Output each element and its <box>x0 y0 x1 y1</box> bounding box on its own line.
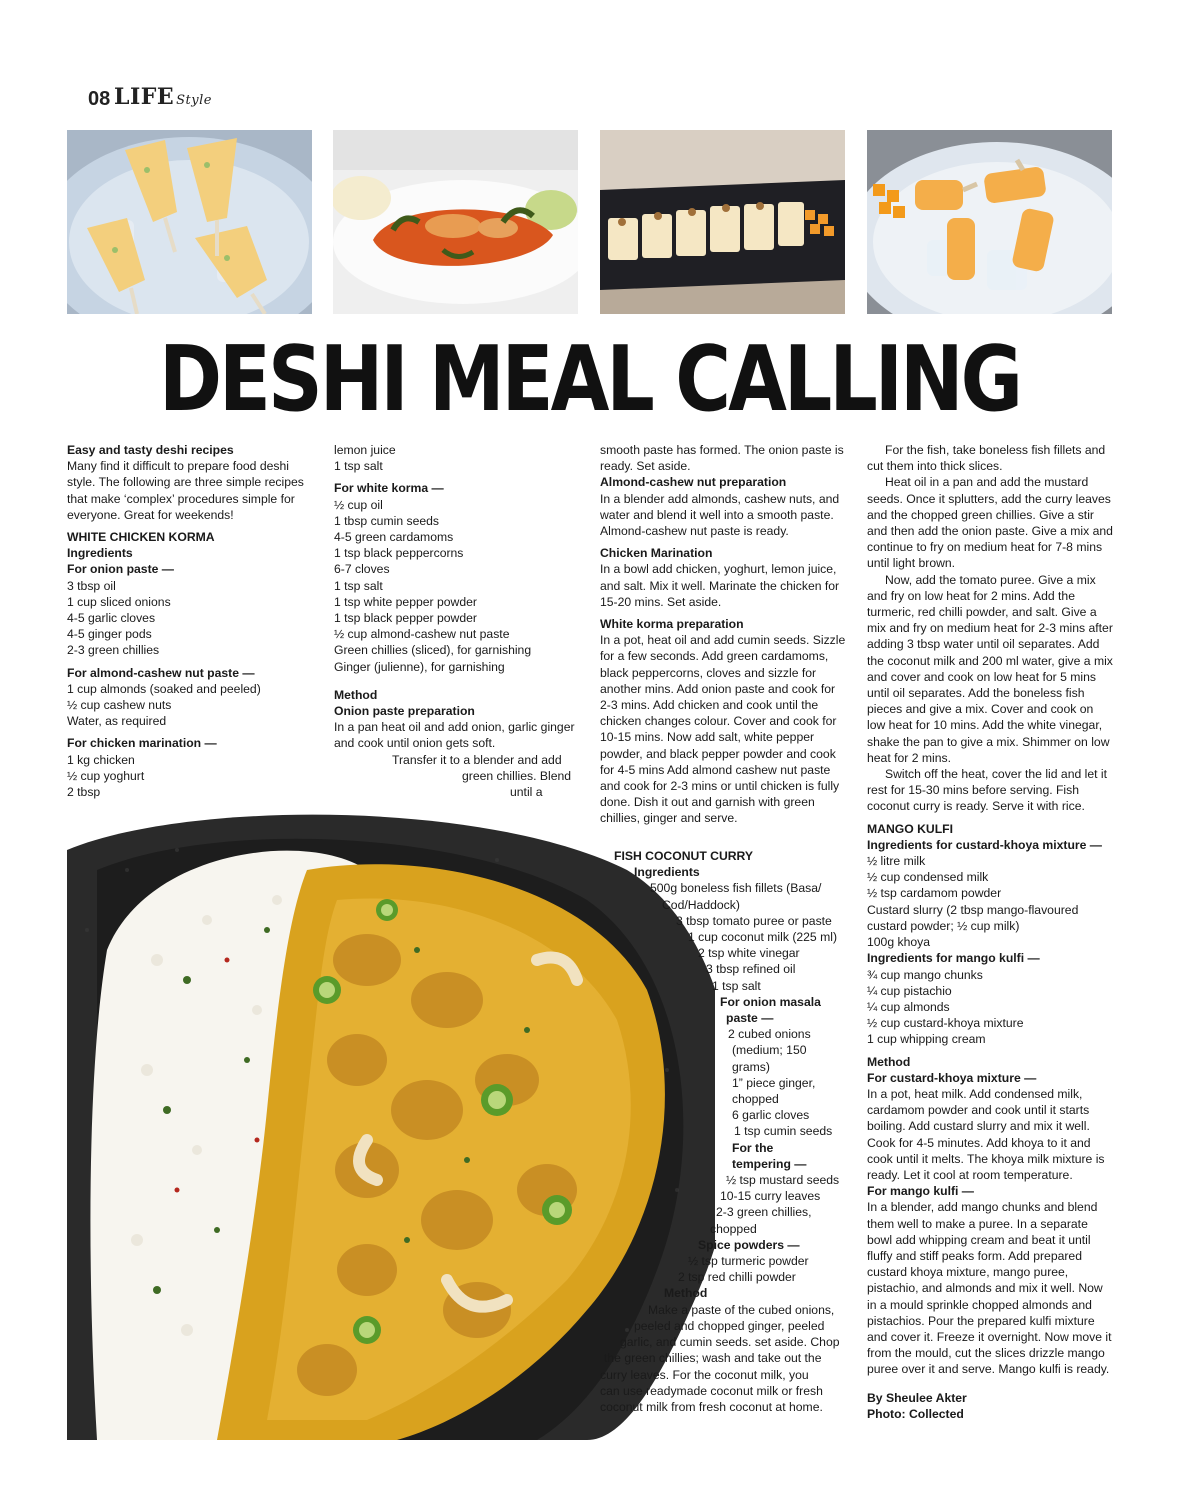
col1-paragraph: 4-5 ginger pods <box>67 627 152 642</box>
photo-mango-kulfi-popsicles <box>867 130 1112 314</box>
fish-paragraph: For onion masala <box>720 994 821 1009</box>
col4-paragraph: Method <box>867 1054 911 1069</box>
column-1 <box>67 442 313 800</box>
fish-paragraph: 1 tsp cumin seeds <box>734 1124 833 1139</box>
logo-main: LIFE <box>114 84 175 110</box>
photo-fish-curry <box>333 130 578 314</box>
fish-paragraph: Ingredients <box>634 865 700 880</box>
fish-paragraph: garlic, and cumin seeds. set aside. Chop <box>620 1335 840 1350</box>
col2-paragraph: For white korma — <box>334 481 444 496</box>
fish-paragraph: curry leaves. For the coconut milk, you <box>600 1367 809 1382</box>
col4-paragraph: In a blender, add mango chunks and blend them well to make a puree. In a separate bowl add whipping cream and beat it until fluffy and stiff peaks form. Add prepared custard khoya mixture, mango puree, pistachio, and almonds and mix it well. Now in a mould sprinkle chopped almonds and pistachios. Pour the prepared kulfi mixture and cover it. Freeze it overnight. Now move it from the mould, cut the slices drizzle mango puree over it and serve. Mango kulfi is ready. <box>867 1200 1112 1377</box>
col4-paragraph: 100g khoya <box>867 935 931 950</box>
col2-paragraph: 1 tsp black peppercorns <box>334 546 464 561</box>
col1-paragraph: For chicken marination — <box>67 736 217 751</box>
col4-paragraph: ¼ cup pistachio <box>867 983 952 998</box>
col2-paragraph: 1 tsp white pepper powder <box>334 594 477 609</box>
col4-paragraph: ¾ cup mango chunks <box>867 967 983 982</box>
fish-paragraph: the green chillies; wash and take out the <box>604 1351 822 1366</box>
col1-paragraph: Water, as required <box>67 714 167 729</box>
col1-paragraph: 1 cup almonds (soaked and peeled) <box>67 681 261 696</box>
fish-paragraph: 6 garlic cloves <box>732 1108 810 1123</box>
col4-paragraph: Heat oil in a pan and add the mustard seeds. Once it splutters, add the curry leaves and the chopped green chillies. Give a stir and then add the onion paste. Give a mix and continue to fry on medium heat for 7-8 mins until light brown. <box>867 475 1113 571</box>
photo-kulfi-sticks <box>67 130 312 314</box>
col1-paragraph: WHITE CHICKEN KORMA <box>67 530 215 545</box>
logo-script: Style <box>176 93 212 108</box>
fish-paragraph: Make a paste of the cubed onions, <box>648 1302 835 1317</box>
page-title: DESHI MEAL CALLING <box>158 326 1021 432</box>
col2-paragraph: green chillies. Blend <box>462 768 572 783</box>
fish-paragraph: Spice powders — <box>698 1237 800 1252</box>
col4-paragraph: By Sheulee Akter <box>867 1390 967 1405</box>
col1-paragraph: 1 cup sliced onions <box>67 594 171 609</box>
col3-paragraph: In a blender add almonds, cashew nuts, and water and blend it well into a smooth paste. Almond-cashew nut paste is ready. <box>600 491 840 539</box>
col1-paragraph: 2 tbsp <box>67 785 101 800</box>
col4-paragraph: ½ tsp cardamom powder <box>867 886 1002 901</box>
col2-paragraph: In a pan heat oil and add onion, garlic ginger and cook until onion gets soft. <box>334 720 575 751</box>
column-2 <box>334 442 584 800</box>
fish-paragraph: 2 cubed onions <box>728 1027 811 1042</box>
col3-paragraph: Almond-cashew nut preparation <box>600 475 787 490</box>
fish-paragraph: 2-3 green chillies, <box>716 1205 812 1220</box>
fish-paragraph: 500g boneless fish fillets (Basa/ <box>650 881 822 896</box>
col4-paragraph: 1 cup whipping cream <box>867 1032 986 1047</box>
col3-paragraph: smooth paste has formed. The onion paste is ready. Set aside. <box>600 443 844 474</box>
col1-paragraph: For onion paste — <box>67 562 174 577</box>
col2-paragraph: Ginger (julienne), for garnishing <box>334 659 505 674</box>
col2-paragraph: Onion paste preparation <box>334 704 475 719</box>
fish-paragraph: paste — <box>726 1011 774 1026</box>
fish-paragraph: grams) <box>732 1059 770 1074</box>
col1-paragraph: ½ cup cashew nuts <box>67 698 172 713</box>
col2-paragraph: 6-7 cloves <box>334 562 390 577</box>
fish-paragraph: peeled and chopped ginger, peeled <box>634 1318 825 1333</box>
fish-coconut-curry-column <box>600 848 850 1415</box>
photo-mango-kulfi-slices <box>600 130 845 314</box>
col2-paragraph: Transfer it to a blender and add <box>392 752 562 767</box>
col1-paragraph: Many find it difficult to prepare food deshi style. The following are three simple recipes that make ‘complex’ procedures simple for everyone. Great for weekends! <box>67 459 304 522</box>
col2-paragraph: Method <box>334 687 378 702</box>
col3-paragraph: In a bowl add chicken, yoghurt, lemon juice, and salt. Mix it well. Marinate the chicken for 15-20 mins. Set aside. <box>600 562 840 609</box>
col1-paragraph: 3 tbsp oil <box>67 578 116 593</box>
fish-paragraph: chopped <box>732 1092 779 1107</box>
col4-paragraph: Photo: Collected <box>867 1406 964 1421</box>
column-3 <box>600 442 848 827</box>
fish-paragraph: 2 tsp red chilli powder <box>678 1270 796 1285</box>
col1-paragraph: 1 kg chicken <box>67 752 135 767</box>
col2-paragraph: 1 tsp salt <box>334 459 383 474</box>
col2-paragraph: 4-5 green cardamoms <box>334 530 454 545</box>
fish-paragraph: coconut milk from fresh coconut at home. <box>600 1399 823 1414</box>
column-4 <box>867 442 1113 1422</box>
section-logo <box>114 84 212 110</box>
col2-paragraph: 1 tbsp cumin seeds <box>334 513 440 528</box>
col1-paragraph: ½ cup yoghurt <box>67 768 145 783</box>
col4-paragraph: For custard-khoya mixture — <box>867 1070 1037 1085</box>
col3-paragraph: In a pot, heat oil and add cumin seeds. Sizzle for a few seconds. Add green cardamoms, black peppercorns, cloves and sizzle for another mins. Add onion paste and cook for 2-3 mins. Add chicken and cook until the chicken changes colour. Cover and cook for 10-15 mins. Now add salt, white pepper powder, and black pepper powder and cook for 4-5 mins Add almond cashew nut paste and cook for 2-3 mins or until chicken is fully done. Dish it out and garnish with green chillies, ginger and serve. <box>600 633 846 826</box>
col4-paragraph: For mango kulfi — <box>867 1184 974 1199</box>
col2-paragraph: ½ cup almond-cashew nut paste <box>334 627 510 642</box>
fish-paragraph: ½ tsp turmeric powder <box>688 1254 809 1269</box>
col4-paragraph: Ingredients for custard-khoya mixture — <box>867 837 1102 852</box>
page-number: 08 <box>88 88 111 110</box>
col2-paragraph: 1 tsp black pepper powder <box>334 611 477 626</box>
fish-paragraph: 3 tbsp tomato puree or paste <box>676 913 832 928</box>
col1-paragraph: Ingredients <box>67 546 133 561</box>
col4-paragraph: ½ cup condensed milk <box>867 870 989 885</box>
col3-paragraph: Chicken Marination <box>600 546 713 561</box>
col4-paragraph: ¼ cup almonds <box>867 999 950 1014</box>
col3-paragraph: White korma preparation <box>600 617 744 632</box>
fish-paragraph: 2 tsp white vinegar <box>698 946 800 961</box>
fish-paragraph: tempering — <box>732 1156 807 1171</box>
col4-paragraph: ½ cup custard-khoya mixture <box>867 1016 1024 1031</box>
fish-paragraph: chopped <box>710 1221 757 1236</box>
col1-paragraph: 2-3 green chillies <box>67 643 160 658</box>
col2-paragraph: 1 tsp salt <box>334 578 383 593</box>
fish-paragraph: 10-15 curry leaves <box>720 1189 821 1204</box>
col1-paragraph: 4-5 garlic cloves <box>67 611 156 626</box>
col1-paragraph: For almond-cashew nut paste — <box>67 665 255 680</box>
fish-paragraph: 1 cup coconut milk (225 ml) <box>688 930 838 945</box>
fish-paragraph: 1 tsp salt <box>712 978 761 993</box>
col4-paragraph: In a pot, heat milk. Add condensed milk, cardamom powder and cook until it starts boiling. Add custard slurry and mix it well. Cook for 4-5 minutes. Add khoya to it and cook until it melts. The khoya milk mixture is ready. Let it cool at room temperature. <box>867 1086 1105 1182</box>
col4-paragraph: Now, add the tomato puree. Give a mix and fry on low heat for 2 mins. Add the turmeric, red chilli powder, and salt. Give a mix and fry on medium heat for 2-3 mins after adding 3 tbsp water until oil separates. Add the coconut milk and 200 ml water, give a mix and cover and cook on low heat for 5 mins until oil separates. Add the boneless fish pieces and give a mix. Cover and cook on low heat for 10 mins. Add the white vinegar, shake the pan to give a mix. Shimmer on low heat for 2 mins. <box>867 572 1113 765</box>
col2-paragraph: lemon juice <box>334 443 396 457</box>
col4-paragraph: MANGO KULFI <box>867 821 953 836</box>
fish-paragraph: (medium; 150 <box>732 1043 807 1058</box>
col4-paragraph: Custard slurry (2 tbsp mango-flavoured custard powder; ½ cup milk) <box>867 902 1079 933</box>
fish-paragraph: ½ tsp mustard seeds <box>726 1173 840 1188</box>
fish-paragraph: For the <box>732 1140 774 1155</box>
fish-paragraph: Method <box>664 1286 708 1301</box>
fish-paragraph: Cod/Haddock) <box>662 897 740 912</box>
col2-paragraph: until a <box>510 785 543 800</box>
col1-paragraph: Easy and tasty deshi recipes <box>67 443 234 457</box>
fish-paragraph: 3 tbsp refined oil <box>706 962 796 977</box>
col2-paragraph: Green chillies (sliced), for garnishing <box>334 643 532 658</box>
col2-paragraph: ½ cup oil <box>334 497 383 512</box>
col4-paragraph: Switch off the heat, cover the lid and let it rest for 15-30 mins before serving. Fish coconut curry is ready. Serve it with rice. <box>867 767 1107 814</box>
col4-paragraph: For the fish, take boneless fish fillets and cut them into thick slices. <box>867 443 1106 474</box>
fish-paragraph: can use readymade coconut milk or fresh <box>600 1383 823 1398</box>
col4-paragraph: ½ litre milk <box>867 854 926 869</box>
fish-paragraph: FISH COCONUT CURRY <box>614 849 754 863</box>
col4-paragraph: Ingredients for mango kulfi — <box>867 951 1040 966</box>
fish-paragraph: 1” piece ginger, <box>732 1075 816 1090</box>
